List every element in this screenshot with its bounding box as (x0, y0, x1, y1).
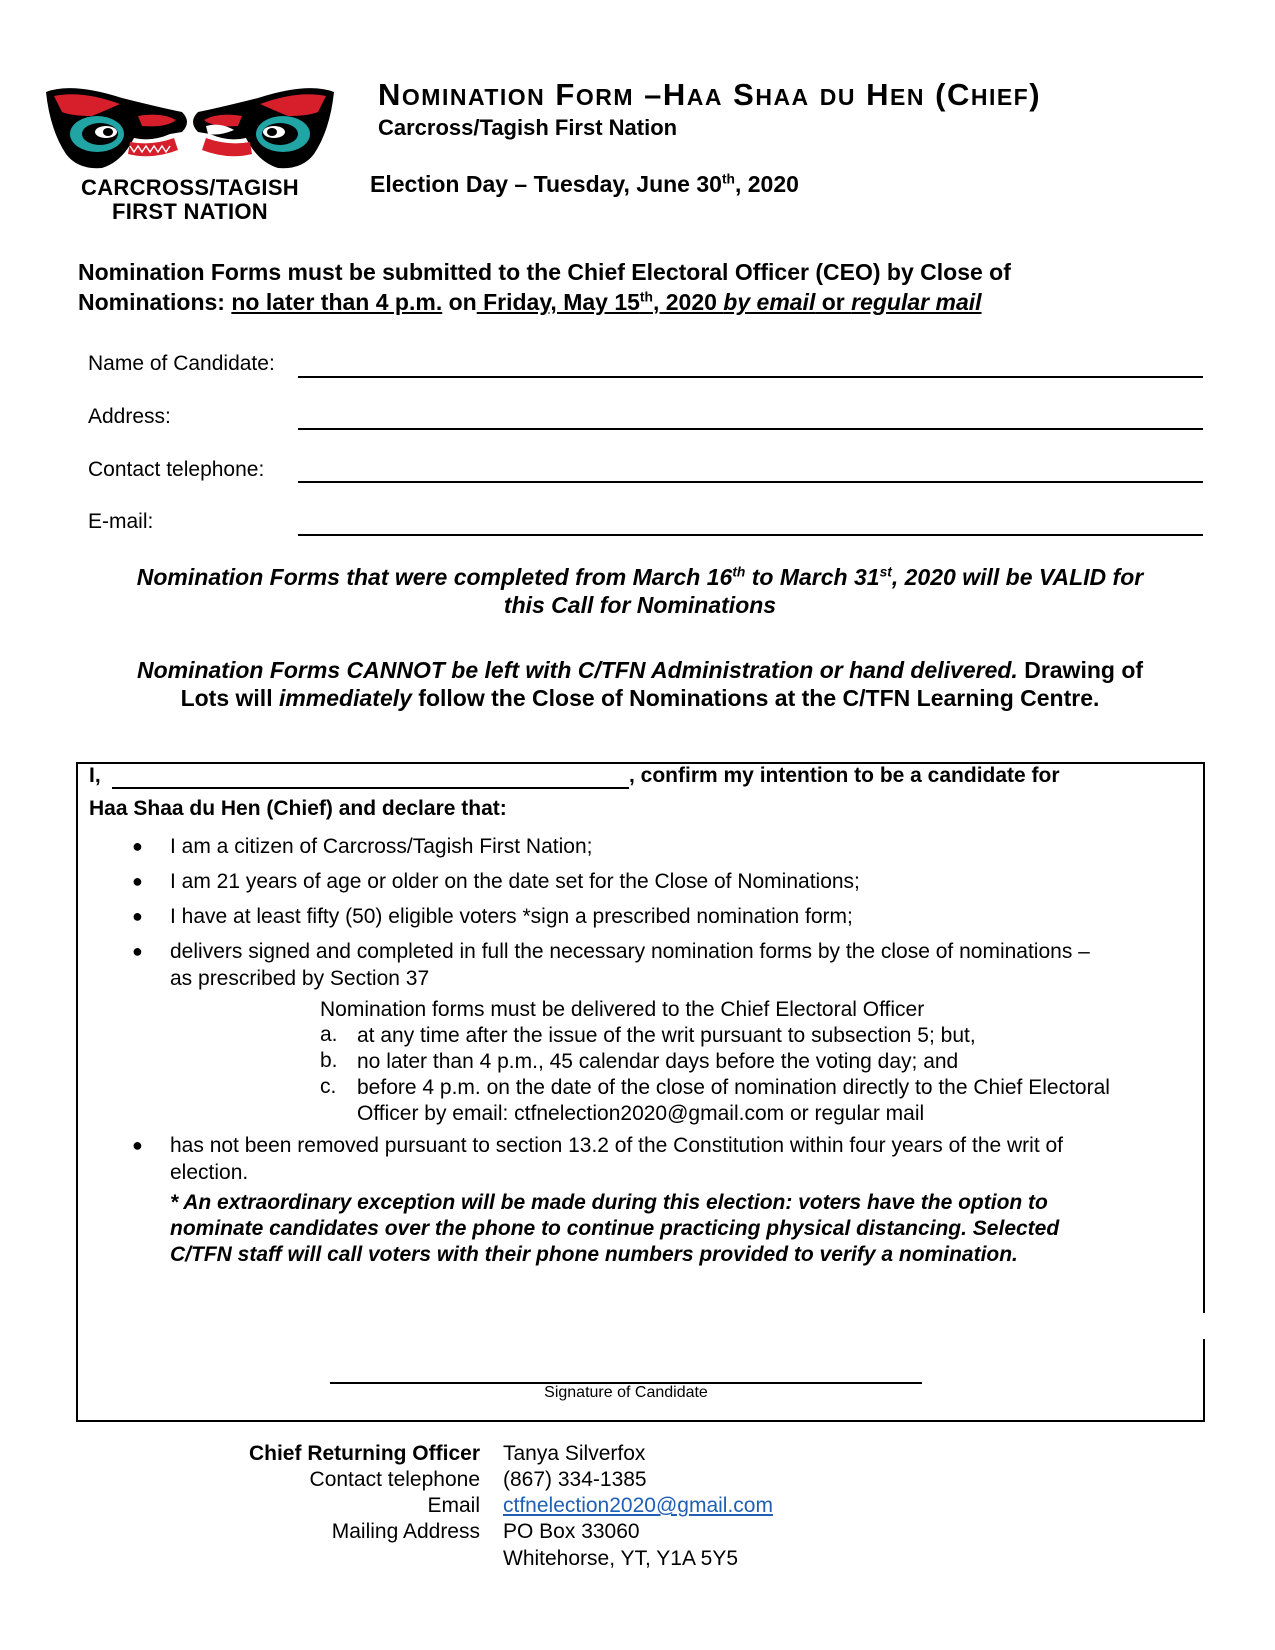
contact-phone-label: Contact telephone (309, 1468, 480, 1491)
logo-text-line2: FIRST NATION (112, 199, 268, 224)
declaration-item-voters: I have at least fifty (50) eligible voters *sign a prescribed nomination form; (170, 905, 853, 928)
sub-letter-a: a. (320, 1023, 338, 1046)
mailing-address-line2: Whitehorse, YT, Y1A 5Y5 (503, 1547, 739, 1570)
mailing-address-line1: PO Box 33060 (503, 1520, 640, 1543)
election-day: Election Day – Tuesday, June 30th, 2020 (370, 171, 799, 197)
bullet-icon: ● (132, 941, 143, 961)
sub-item-b: no later than 4 p.m., 45 calendar days before the voting day; and (357, 1050, 959, 1073)
carcross-tagish-logo (42, 82, 338, 232)
address-field[interactable] (298, 428, 1203, 430)
sub-letter-c: c. (320, 1075, 337, 1098)
bullet-icon: ● (132, 836, 143, 856)
bullet-icon: ● (132, 1135, 143, 1155)
logo-text-line1: CARCROSS/TAGISH (81, 175, 299, 200)
delivery-note: Nomination Forms CANNOT be left with C/TFN Administration or hand delivered. Drawing of Lots will immediately follow the Close of Nominations at the C/TFN Learning Centre. (136, 657, 1144, 711)
mailing-address-label: Mailing Address (331, 1520, 480, 1543)
address-label: Address: (88, 405, 171, 428)
form-subtitle: Carcross/Tagish First Nation (378, 115, 678, 140)
valid-forms-note: Nomination Forms that were completed from March 16th to March 31st, 2020 will be VALID for this Call for Nominations (136, 564, 1144, 618)
email-label: E-mail: (88, 510, 154, 533)
form-title: NOMINATION FORM –HAA SHAA DU HEN (CHIEF) (378, 77, 1042, 112)
declaration-item-not-removed: has not been removed pursuant to section 13.2 of the Constitution within four years of the writ of election. (170, 1134, 1064, 1184)
sub-intro-text: Nomination forms must be delivered to the Chief Electoral Officer (320, 998, 925, 1021)
box-border-gap (1201, 1313, 1209, 1339)
candidate-name-label: Name of Candidate: (88, 352, 275, 375)
declaration-item-age: I am 21 years of age or older on the date set for the Close of Nominations; (170, 870, 860, 893)
email-field[interactable] (298, 534, 1203, 536)
declarant-name-field[interactable] (112, 787, 629, 789)
sub-item-a: at any time after the issue of the writ pursuant to subsection 5; but, (357, 1024, 976, 1047)
cro-name: Tanya Silverfox (503, 1442, 646, 1465)
cro-label: Chief Returning Officer (248, 1442, 480, 1465)
candidate-name-field[interactable] (298, 376, 1203, 378)
signature-label: Signature of Candidate (544, 1384, 708, 1401)
formline-art-icon (42, 82, 338, 182)
submission-deadline: Nomination Forms must be submitted to the Chief Electoral Officer (CEO) by Close of Nominations: no later than 4 p.m. on Friday, May 15th, 2020 by email or regular mail (78, 259, 1011, 315)
declare-that-text: Haa Shaa du Hen (Chief) and declare that: (89, 797, 507, 820)
contact-email-link[interactable]: ctfnelection2020@gmail.com (503, 1494, 773, 1517)
contact-phone-value: (867) 334-1385 (503, 1468, 647, 1491)
contact-telephone-field[interactable] (298, 481, 1203, 483)
declaration-item-citizen: I am a citizen of Carcross/Tagish First Nation; (170, 835, 593, 858)
contact-email-label: Email (427, 1494, 480, 1517)
phone-nomination-exception: * An extraordinary exception will be made during this election: voters have the option to nominate candidates over the phone to continue practicing physical distancing. Selected C/TFN staff will call voters with their phone numbers provided to verify a nomination. (170, 1191, 1060, 1266)
declaration-i: I, (89, 764, 101, 787)
declaration-item-delivers: delivers signed and completed in full the necessary nomination forms by the close of nominations – as prescribed by Section 37 (170, 940, 1090, 990)
bullet-icon: ● (132, 906, 143, 926)
confirm-intention-text: , confirm my intention to be a candidate for (629, 764, 1060, 787)
sub-letter-b: b. (320, 1049, 338, 1072)
sub-item-c: before 4 p.m. on the date of the close of nomination directly to the Chief Electoral Officer by email: ctfnelection2020@gmail.com or regular mail (357, 1076, 1110, 1125)
bullet-icon: ● (132, 871, 143, 891)
contact-telephone-label: Contact telephone: (88, 458, 265, 481)
